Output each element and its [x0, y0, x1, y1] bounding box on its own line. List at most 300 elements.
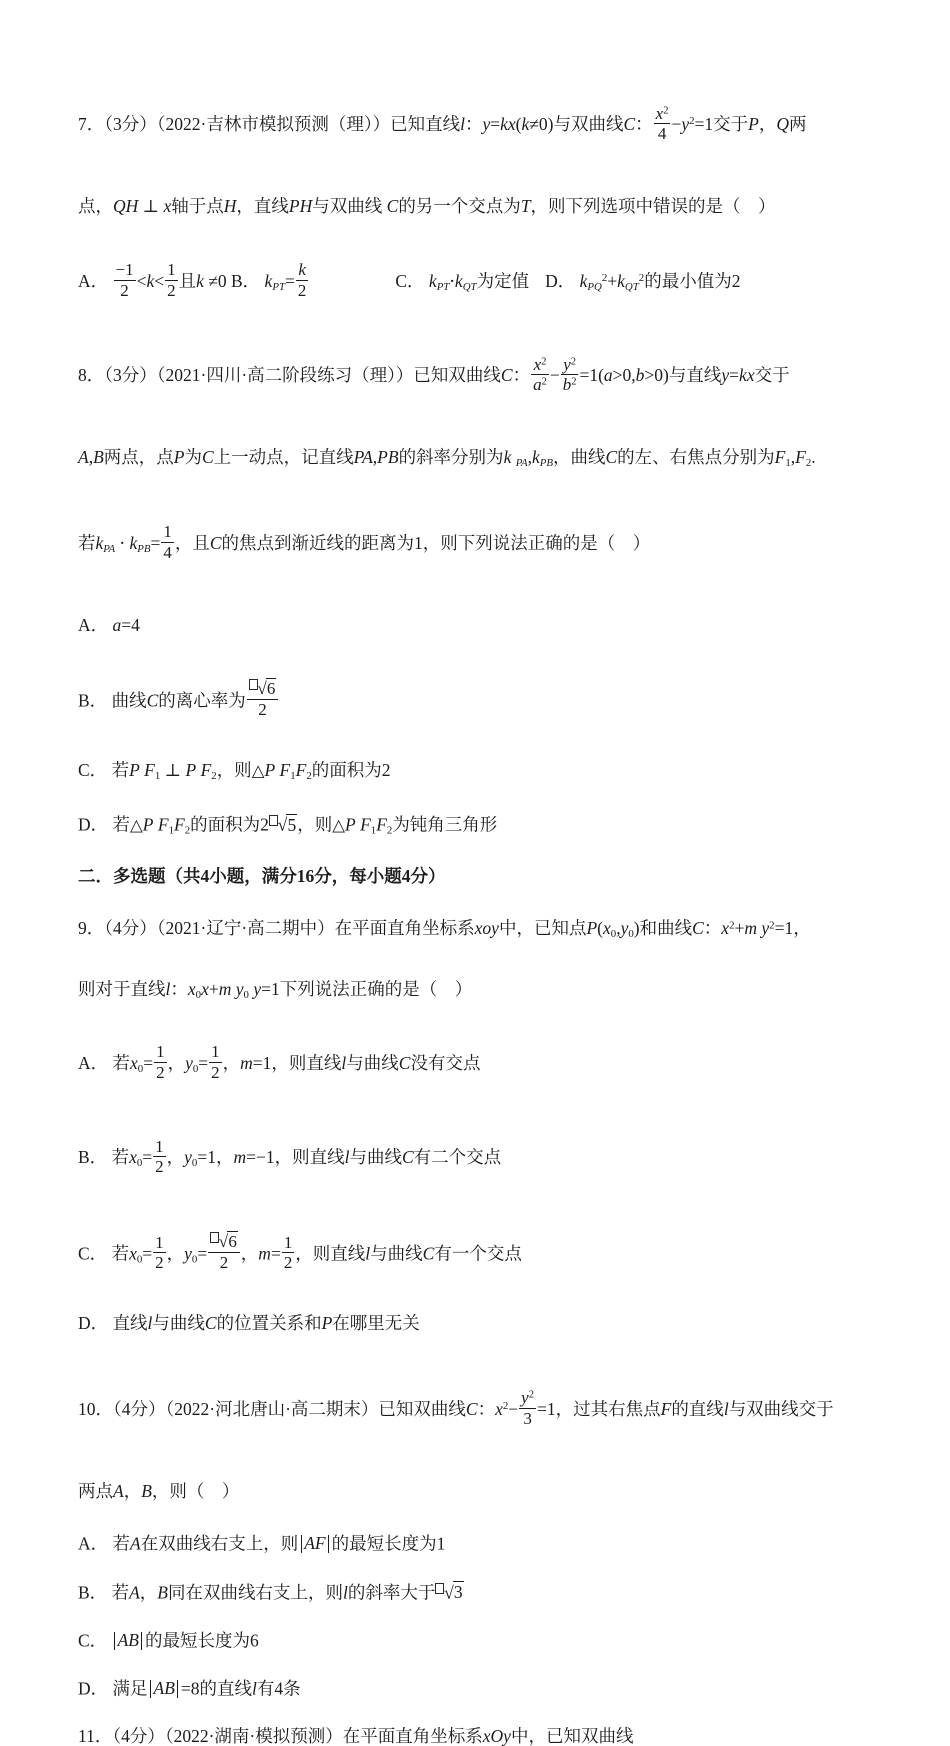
q10-optD-text2: 的直线 — [199, 1678, 253, 1699]
q10-option-A-label[interactable]: A． — [78, 1533, 109, 1554]
q7-option-D-label[interactable]: D． — [545, 270, 576, 291]
q9-x-exp: 2 — [729, 919, 735, 932]
q9-y0: y — [620, 917, 629, 938]
q7-optD-k2: k — [617, 270, 625, 291]
q8b-text5: ，曲线 — [552, 447, 606, 468]
q7b-text6: ，则下列选项中错误的是（ ） — [530, 196, 776, 217]
q8b-comma3: , — [527, 447, 532, 468]
q9-optA-x0: x — [130, 1052, 138, 1073]
q7-number: 7． — [78, 113, 105, 134]
q9-optB-text2: 有二个交点 — [413, 1147, 502, 1168]
question-7-options — [78, 261, 878, 299]
q10-optA-A: A — [130, 1533, 141, 1554]
question-10-option-A — [78, 1535, 878, 1553]
q8-f1-den-a: a — [533, 375, 542, 395]
q7-text4: 两 — [789, 113, 807, 134]
q9-y0-sub: 0 — [628, 928, 634, 940]
q9-x0: x — [602, 917, 611, 938]
q9-y: y — [761, 917, 770, 938]
q8-marks: （3分） — [104, 364, 157, 385]
q9-coord-xoy: xoy — [474, 917, 499, 938]
question-10-stem-line-1 — [78, 1389, 878, 1427]
q9-optB-x0: x — [129, 1147, 137, 1168]
q10b-A: A — [113, 1481, 124, 1502]
q8-option-A-label[interactable]: A． — [78, 615, 109, 636]
q11-text2: 中，已知双曲线 — [510, 1725, 634, 1746]
q7-optA-num2: 1 — [167, 260, 176, 280]
q9-text1: 在平面直角坐标系 — [334, 917, 475, 938]
q7-optA-den2: 2 — [167, 280, 176, 300]
q7-optA-and: 且 — [178, 270, 197, 291]
q8-text3: 交于 — [754, 364, 790, 385]
q7-optD-sup2: 2 — [638, 271, 645, 284]
q10-optC-abs-inner: AB — [117, 1630, 139, 1651]
q9-optC-frac-1-2 — [153, 1234, 165, 1272]
q8-number: 8． — [78, 364, 105, 385]
q7b-x: x — [163, 196, 172, 217]
q9-optB-frac-1-2 — [153, 1138, 165, 1176]
q10-optC-text1: 的最短长度为6 — [144, 1630, 259, 1651]
q10-frac-den: 3 — [523, 1409, 532, 1429]
q8-optD-F4: F — [376, 814, 387, 835]
q8-eq: = — [729, 364, 740, 385]
q8c-eq: = — [150, 532, 161, 553]
q7-optC-dot: · — [449, 271, 455, 292]
q10b-comma: ， — [123, 1481, 142, 1502]
q7-line-l: l — [460, 113, 465, 134]
q7-point-Q: Q — [776, 113, 790, 134]
q8-optB-text2: 的离心率为 — [158, 690, 246, 711]
q8-option-D-label[interactable]: D． — [78, 814, 109, 835]
q9-curve-C: C — [692, 917, 704, 938]
q7b-H: H — [223, 196, 237, 217]
q10-frac-num-exp: 2 — [528, 1389, 534, 1401]
q9-optC-den2: 2 — [219, 1253, 229, 1273]
q8-f2-den-exp: 2 — [571, 376, 577, 388]
question-column — [78, 104, 878, 1745]
q9-paren-close: ) — [633, 917, 640, 938]
q9b-y: y — [253, 979, 262, 1000]
q7-text: 已知直线 — [390, 113, 461, 134]
q8-optC-F3: F — [279, 760, 291, 781]
q9-optC-frac3-1-2 — [282, 1234, 294, 1272]
q8-optD-text2: ，则 — [297, 814, 333, 835]
q9-optC-y0: y — [184, 1242, 192, 1263]
perpendicular-icon: ⊥ — [142, 197, 160, 218]
q9b-colon: ： — [170, 979, 188, 1000]
q10-optD-text1: 满足 — [112, 1678, 148, 1699]
q9-optC-den: 2 — [155, 1253, 164, 1273]
q8-optD-F2-sub: 2 — [184, 824, 191, 837]
q8c-k2-sub: PB — [137, 542, 151, 555]
absolute-value-AB — [148, 1678, 181, 1698]
q9-optA-c1: ， — [167, 1052, 186, 1073]
q7-frac-num-exp: 2 — [663, 105, 669, 117]
q9-optA-eq1: =1 — [252, 1052, 272, 1073]
question-8-stem-line-3 — [78, 523, 878, 561]
q8b-k2-sub: PB — [539, 457, 553, 470]
q10-eq1: =1 — [536, 1398, 556, 1419]
q11-coord-xOy: xOy — [482, 1725, 511, 1746]
q8b-text4: 的斜率分别为 — [398, 447, 504, 468]
q9-optC-c2: ， — [240, 1242, 259, 1263]
question-8-stem-line-1 — [78, 355, 878, 393]
q9-optC-l: l — [365, 1242, 371, 1263]
q7-optA-den: 2 — [120, 280, 129, 300]
q7-fraction-x2-4 — [654, 105, 671, 143]
q9-option-A-label[interactable]: A． — [78, 1052, 109, 1073]
q7-comma: ， — [758, 113, 777, 134]
q10-line-l: l — [723, 1398, 729, 1419]
q10-optA-abs-inner: AF — [304, 1533, 326, 1554]
q8b-PB: PB — [377, 447, 399, 468]
q7-y2: y — [681, 113, 690, 134]
q9-marks: （4分） — [104, 917, 157, 938]
q9-optD-text1: 直线 — [112, 1313, 148, 1334]
q9-optB-y0: y — [184, 1147, 192, 1168]
q9-optC-m: m — [258, 1242, 271, 1263]
q9-option-B-label[interactable]: B． — [78, 1147, 108, 1168]
q9-option-C-label[interactable]: C． — [78, 1242, 108, 1263]
question-8-stem-line-2 — [78, 447, 878, 470]
q10-optB-A: A — [129, 1582, 140, 1603]
q10-text1: 已知双曲线 — [378, 1398, 466, 1419]
q8-optB-frac-sqrt6-2 — [247, 679, 279, 719]
q7-paren-open: ( — [515, 113, 522, 134]
q9-optA-ruo: 若 — [112, 1052, 131, 1073]
question-8-option-A — [78, 617, 878, 635]
q9-m: m — [744, 917, 757, 938]
q9-optC-radicand: 6 — [228, 1232, 237, 1252]
q10-x: x — [495, 1398, 503, 1419]
q9-text3: 和曲线 — [639, 917, 693, 938]
q9-optC-eq2: = — [197, 1242, 208, 1263]
question-9-stem-line-1 — [78, 917, 878, 940]
q7-optC-k1: k — [428, 270, 437, 291]
q11-number: 11． — [78, 1725, 113, 1746]
q7-optA-num: −1 — [115, 260, 134, 280]
q10-optB-text1: 同在双曲线右支上，则 — [167, 1582, 343, 1603]
q8-f2-den-b: b — [562, 375, 572, 395]
q7-optA-ne0: ≠0 — [208, 270, 227, 291]
q9-optA-c3: ，则直线 — [271, 1052, 342, 1073]
q8c-frac-1-4 — [161, 523, 173, 561]
q7-optB-num: k — [296, 261, 308, 281]
q8c-k1-sub: PA — [103, 542, 116, 555]
q7-cond-ne: ≠0 — [529, 113, 548, 134]
q9-optC-num: 1 — [155, 1232, 164, 1252]
q10-optB-l: l — [342, 1582, 348, 1603]
q8-eq1: =1 — [579, 364, 599, 385]
q7-text3: 交于 — [713, 113, 749, 134]
q8-optD-F3-sub: 1 — [370, 824, 377, 837]
q9-optC-eq: = — [142, 1242, 153, 1263]
q11-source: （2022·湖南·模拟预测） — [164, 1725, 343, 1746]
q9-optB-eq-m1: =−1 — [246, 1147, 275, 1168]
q8b-P: P — [173, 447, 185, 468]
q8c-den: 4 — [163, 542, 172, 562]
question-10-option-D — [78, 1680, 878, 1698]
q10-option-C-label[interactable]: C． — [78, 1630, 108, 1651]
q9-text2: 中，已知点 — [498, 917, 587, 938]
q8-optA-a: a — [112, 615, 122, 636]
q9-optC-text2: 有一个交点 — [434, 1242, 522, 1263]
q9-optB-x0-sub: 0 — [136, 1157, 143, 1170]
q8-optD-P2: P — [344, 814, 356, 835]
q7-optD-sup1: 2 — [601, 271, 608, 284]
q7-option-B-label[interactable]: B． — [230, 270, 261, 291]
q9-optA-y0-sub: 0 — [192, 1062, 199, 1075]
q7-optC-sub2: QT — [462, 280, 477, 293]
q9-x: x — [721, 917, 730, 938]
q8-f1-num-x: x — [533, 354, 542, 374]
q9b-x0-sub: 0 — [195, 989, 202, 1002]
q8-optD-text1: 的面积为2 — [190, 814, 269, 835]
q9-optC-c1: ， — [166, 1242, 185, 1263]
q7-optB-k: k — [264, 270, 273, 291]
q8-optD-F2: F — [174, 814, 185, 835]
absolute-value-AB — [112, 1630, 145, 1650]
q10-optB-comma: ， — [139, 1582, 158, 1603]
q7-colon2: ： — [635, 113, 653, 134]
q9-optB-eq: = — [142, 1147, 153, 1168]
q8c-text1: ，且 — [174, 532, 210, 553]
q8b-C: C — [201, 447, 214, 468]
q8-cond-open: ( — [598, 364, 604, 385]
q8c-C: C — [209, 532, 222, 553]
q7-optC-sub1: PT — [436, 280, 450, 293]
q9-optB-eq1: =1 — [197, 1147, 216, 1168]
q9-optD-C: C — [204, 1313, 217, 1334]
q8b-text6: 的左、右焦点分别为 — [617, 447, 775, 468]
question-7-stem-line-2 — [78, 198, 878, 217]
q9-optA-c2: ， — [222, 1052, 241, 1073]
q8-optC-ruo: 若 — [111, 760, 130, 781]
q7-cond-k: k — [521, 113, 530, 134]
q7-source: （2022·吉林市模拟预测（理）） — [156, 113, 391, 134]
q7-optA-frac-neg1-2 — [114, 261, 136, 299]
q8-optB-den: 2 — [258, 700, 267, 720]
q9b-y0: y — [235, 979, 244, 1000]
q9-optA-C: C — [398, 1052, 411, 1073]
triangle-icon: △ — [251, 761, 265, 781]
q9b-text1: 则对于直线 — [78, 979, 166, 1000]
q7-y: y — [482, 113, 491, 134]
q9b-text2: 下列说法正确的是（ ） — [279, 979, 473, 1000]
q9-x0-sub: 0 — [610, 928, 617, 940]
q7b-PH: PH — [288, 196, 313, 217]
q9-optD-text4: 在哪里无关 — [332, 1313, 420, 1334]
q8b-PA: PA — [353, 447, 373, 468]
q8b-F2: F — [795, 447, 806, 468]
q10-curve-C: C — [465, 1398, 478, 1419]
q9-optA-den2: 2 — [211, 1063, 220, 1083]
q7-optB-frac-k-2 — [296, 261, 308, 299]
q8-optB-radicand: 6 — [266, 679, 276, 699]
q7-eq1: =1 — [694, 113, 714, 134]
q8-y: y — [721, 364, 730, 385]
q11-marks: （4分） — [112, 1725, 165, 1746]
q9-point-P: P — [586, 917, 598, 938]
q7-point-P: P — [748, 113, 759, 134]
q9-optB-l: l — [344, 1147, 350, 1168]
q8-optD-F4-sub: 2 — [386, 824, 393, 837]
q8-source: （2021·四川·高二阶段练习（理）） — [156, 364, 414, 385]
q9-optA-eq: = — [143, 1052, 154, 1073]
q9-text4: ， — [793, 917, 811, 938]
q8-frac-x2-a2 — [531, 356, 549, 394]
q10-number: 10． — [78, 1398, 113, 1419]
question-9-option-C — [78, 1232, 878, 1272]
q8-text2: 与直线 — [668, 364, 722, 385]
q9-optD-P: P — [321, 1313, 333, 1334]
section-2-heading: 二．多选题（共4小题，满分16分，每小题4分） — [78, 866, 446, 887]
q8-optC-text2: 的面积为2 — [311, 760, 391, 781]
q9-optB-text1: 与曲线 — [349, 1147, 402, 1168]
absolute-value-AF — [298, 1533, 331, 1553]
q9-optA-eq2: = — [198, 1052, 209, 1073]
q8c-k2: k — [129, 532, 138, 553]
q9-optD-text2: 与曲线 — [152, 1313, 205, 1334]
question-11-stem-line-1 — [78, 1725, 878, 1746]
q9-optD-l: l — [147, 1313, 153, 1334]
question-8-option-B — [78, 679, 878, 719]
q8b-F2-sub: 2 — [805, 457, 812, 470]
q9b-eq1: =1 — [261, 979, 280, 1000]
q8-cond-close: ) — [663, 364, 669, 385]
q7-eq: = — [490, 113, 501, 134]
q9-optA-text2: 没有交点 — [410, 1052, 481, 1073]
q7-frac-den: 4 — [657, 124, 667, 144]
q10-frac-y2-3 — [519, 1389, 536, 1427]
q7-frac-num-x: x — [655, 103, 664, 123]
q8-optD-F1-sub: 1 — [168, 824, 174, 837]
q7b-text2: 轴于点 — [171, 196, 224, 217]
q10-frac-num-y: y — [521, 1388, 529, 1408]
q7-k: k — [500, 113, 508, 134]
q8-optD-ruo: 若 — [112, 814, 131, 835]
question-9-stem-line-2 — [78, 979, 878, 1002]
q9b-line-l: l — [165, 979, 171, 1000]
q8-optD-F1: F — [157, 814, 169, 835]
q9-optC-num3: 1 — [283, 1232, 293, 1252]
q7-optB-den: 2 — [297, 280, 307, 300]
q10-optD-eq8: =8 — [180, 1678, 200, 1699]
q10-optB-B: B — [157, 1582, 168, 1603]
q8-optC-F1-sub: 1 — [154, 770, 161, 783]
q8-optC-F4-sub: 2 — [306, 770, 312, 783]
q8-f2-num-y: y — [563, 354, 571, 374]
q8-optD-text3: 为钝角三角形 — [392, 814, 498, 835]
question-10-stem-line-2 — [78, 1483, 878, 1501]
q8-cond-a: a — [603, 364, 613, 385]
question-8-option-D — [78, 814, 878, 837]
q8c-text2: 的焦点到渐近线的距离为1，则下列说法正确的是（ ） — [221, 532, 651, 553]
q8b-comma1: , — [88, 447, 94, 468]
q7b-T: T — [520, 196, 531, 217]
q10-option-D-label[interactable]: D． — [78, 1678, 109, 1699]
q7-curve-C: C — [623, 113, 636, 134]
q9-optA-num: 1 — [156, 1042, 165, 1062]
q8-optC-P1: P — [129, 760, 140, 781]
q7-optD-text: 的最小值为2 — [644, 270, 741, 291]
q8-optC-F4: F — [295, 760, 307, 781]
q7-text2: 与双曲线 — [553, 113, 624, 134]
q9-optB-c2: ， — [215, 1147, 234, 1168]
q9-optA-frac2-1-2 — [209, 1043, 221, 1081]
q7-optA-k2: k — [196, 270, 204, 291]
q8-optD-P: P — [142, 814, 154, 835]
q9-optB-c1: ， — [166, 1147, 185, 1168]
q8c-dot: · — [119, 533, 126, 554]
question-9-option-A — [78, 1043, 878, 1081]
q7-optD-sub1: PQ — [587, 280, 602, 293]
q7-optA-lt2: < — [154, 270, 165, 291]
q10-optB-radicand: 3 — [453, 1582, 463, 1603]
q9b-x0: x — [187, 979, 196, 1000]
q7-option-C-label[interactable]: C． — [395, 270, 425, 291]
q8-minus: − — [549, 364, 560, 385]
q8b-B: B — [93, 447, 104, 468]
q7b-text3: ，直线 — [236, 196, 289, 217]
triangle-icon: △ — [332, 815, 345, 835]
q9-optB-m: m — [233, 1147, 247, 1168]
q9-optA-y0: y — [185, 1052, 193, 1073]
q9-optB-C: C — [401, 1147, 414, 1168]
q7-optA-k: k — [146, 270, 155, 291]
q9-colon: ： — [703, 917, 722, 938]
q10-optD-text3: 有4条 — [256, 1678, 301, 1699]
q8-option-B-label[interactable]: B． — [78, 690, 108, 711]
q9-optC-x0-sub: 0 — [136, 1252, 143, 1265]
q9-option-D-label[interactable]: D． — [78, 1313, 109, 1334]
q9-optB-c3: ，则直线 — [274, 1147, 345, 1168]
q10b-B: B — [141, 1481, 152, 1502]
q8b-period: . — [811, 447, 816, 468]
q8b-F1: F — [774, 447, 786, 468]
q7-optA-lt1: < — [136, 270, 147, 291]
q10-optA-text1: 在双曲线右支上，则 — [140, 1533, 299, 1554]
q10-option-B-label[interactable]: B． — [78, 1582, 108, 1603]
square-root-icon: √6 — [249, 679, 277, 698]
q7-option-A-label[interactable]: A． — [78, 270, 109, 291]
question-9-option-B — [78, 1137, 878, 1175]
q10-marks: （4分） — [113, 1398, 166, 1419]
q8c-ruo: 若 — [78, 532, 96, 553]
q11-text1: 在平面直角坐标系 — [342, 1725, 483, 1746]
question-9-option-D — [78, 1315, 878, 1333]
q8b-text2: 为 — [184, 447, 202, 468]
question-7-stem-line-1 — [78, 104, 878, 142]
q10-optD-abs-inner: AB — [153, 1678, 175, 1699]
question-8-option-C — [78, 762, 878, 781]
perpendicular-icon: ⊥ — [164, 761, 182, 782]
q8c-num: 1 — [163, 522, 172, 542]
q8-optB-C: C — [146, 690, 159, 711]
q8-optC-text1: ，则 — [216, 760, 252, 781]
q8b-F1-sub: 1 — [785, 457, 791, 470]
q9-optA-m: m — [240, 1052, 253, 1073]
q8b-k1-sub: PA — [515, 457, 528, 470]
q8-optD-F3: F — [360, 814, 371, 835]
q9-optC-x0: x — [129, 1242, 137, 1263]
q10-text3: 的直线 — [671, 1398, 724, 1419]
q8-option-C-label[interactable]: C． — [78, 760, 108, 781]
q9-comma: , — [616, 917, 621, 938]
q7-optD-sub2: QT — [624, 280, 639, 293]
q7-optB-eq: = — [284, 270, 295, 291]
q8-f1-num-exp: 2 — [541, 356, 547, 368]
